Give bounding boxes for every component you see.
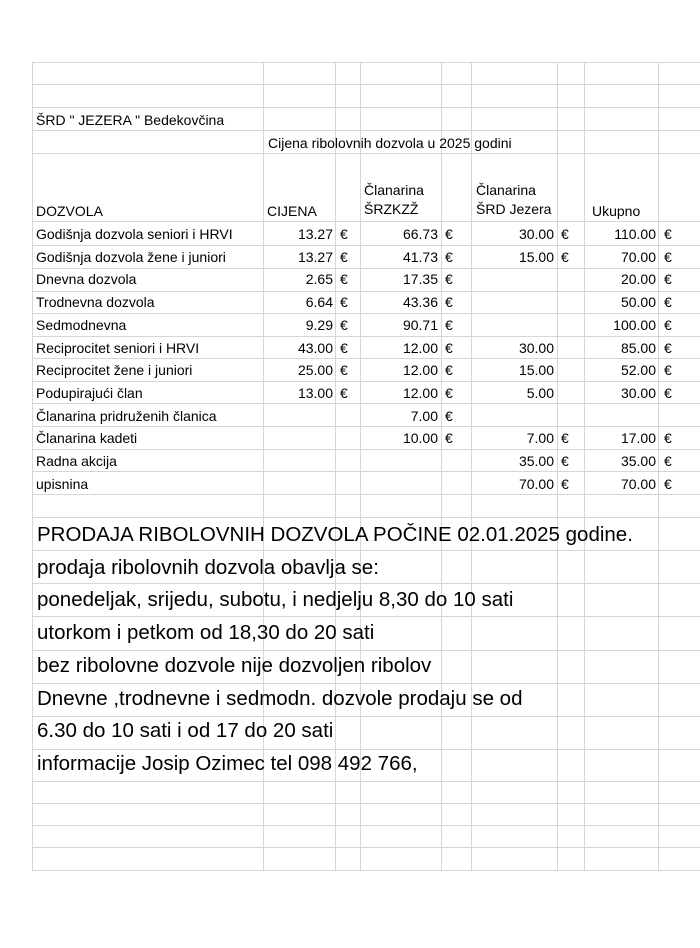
grid-row-line (32, 336, 700, 337)
cell-clanarina-srd: 7.00 (526, 430, 554, 447)
cell-dozvola: Godišnja dozvola seniori i HRVI (36, 226, 233, 242)
cell-cijena-euro: € (340, 271, 348, 288)
cell-cijena-euro: € (340, 226, 348, 242)
header-dozvola: DOZVOLA (36, 203, 103, 219)
header-clanarina-srzkz-line2: ŠRZKZŽ (364, 201, 419, 217)
grid-row-line (32, 471, 700, 472)
note-line: bez ribolovne dozvole nije dozvoljen ribolov (37, 653, 432, 677)
cell-ukupno: 85.00 (620, 339, 656, 356)
header-clanarina-srd-line1: Članarina (476, 182, 536, 198)
grid-row-line (32, 107, 700, 108)
cell-cijena: 6.64 (305, 294, 333, 311)
grid-row-line (32, 381, 700, 382)
cell-cijena-euro: € (340, 339, 348, 356)
grid-row-line (32, 749, 700, 750)
grid-row-line (32, 847, 700, 848)
grid-row-line (32, 781, 700, 782)
grid-row-line (32, 716, 700, 717)
cell-dozvola: Sedmodnevna (36, 316, 127, 333)
cell-clanarina-srd: 15.00 (518, 248, 554, 265)
cell-clanarina-srzkz: 17.35 (402, 271, 438, 288)
grid-row-line (32, 583, 700, 584)
cell-srzkz-euro: € (445, 248, 453, 265)
grid-row-line (32, 494, 700, 495)
grid-row-line (32, 803, 700, 804)
cell-cijena-euro: € (340, 384, 348, 401)
cell-cijena: 13.00 (297, 384, 333, 401)
note-line: prodaja ribolovnih dozvola obavlja se: (37, 555, 379, 579)
cell-clanarina-srzkz: 41.73 (402, 248, 438, 265)
cell-ukupno-euro: € (664, 316, 672, 333)
cell-srzkz-euro: € (445, 294, 453, 311)
cell-dozvola: Članarina pridruženih članica (36, 407, 217, 424)
cell-srzkz-euro: € (445, 430, 453, 447)
grid-row-line (32, 358, 700, 359)
note-line: 6.30 do 10 sati i od 17 do 20 sati (37, 719, 334, 743)
cell-srzkz-euro: € (445, 316, 453, 333)
cell-ukupno: 52.00 (620, 362, 656, 379)
cell-clanarina-srd: 30.00 (518, 339, 554, 356)
grid-row-line (32, 517, 700, 518)
cell-ukupno: 100.00 (613, 316, 656, 333)
cell-ukupno: 35.00 (620, 453, 656, 469)
cell-dozvola: Reciprocitet žene i juniori (36, 362, 193, 379)
cell-ukupno-euro: € (664, 294, 672, 311)
cell-ukupno-euro: € (664, 475, 672, 492)
cell-srd-euro: € (561, 430, 569, 447)
cell-ukupno: 70.00 (620, 248, 656, 265)
cell-ukupno: 20.00 (620, 271, 656, 288)
cell-clanarina-srd: 35.00 (518, 453, 554, 469)
grid-row-line (32, 650, 700, 651)
grid-row-line (32, 130, 700, 131)
grid-row-line (32, 313, 700, 314)
cell-srd-euro: € (561, 453, 569, 469)
cell-ukupno-euro: € (664, 226, 672, 242)
grid-row-line (32, 221, 700, 222)
cell-srzkz-euro: € (445, 407, 453, 424)
cell-srd-euro: € (561, 475, 569, 492)
cell-dozvola: Godišnja dozvola žene i juniori (36, 248, 226, 265)
cell-srzkz-euro: € (445, 271, 453, 288)
cell-dozvola: upisnina (36, 475, 89, 492)
cell-ukupno: 70.00 (620, 475, 656, 492)
grid-row-line (32, 153, 700, 154)
cell-dozvola: Podupirajući član (36, 384, 143, 401)
cell-dozvola: Članarina kadeti (36, 430, 138, 447)
cell-srzkz-euro: € (445, 226, 453, 242)
cell-cijena-euro: € (340, 294, 348, 311)
cell-dozvola: Dnevna dozvola (36, 271, 137, 288)
cell-dozvola: Trodnevna dozvola (36, 294, 155, 311)
cell-srzkz-euro: € (445, 384, 453, 401)
cell-ukupno: 30.00 (620, 384, 656, 401)
grid-row-line (32, 268, 700, 269)
grid-row-line (32, 825, 700, 826)
cell-ukupno-euro: € (664, 430, 672, 447)
cell-srzkz-euro: € (445, 339, 453, 356)
cell-cijena: 13.27 (297, 226, 333, 242)
cell-clanarina-srzkz: 12.00 (402, 384, 438, 401)
grid-row-line (32, 449, 700, 450)
note-line: Dnevne ,trodnevne i sedmodn. dozvole prodaju se od (37, 686, 523, 710)
cell-cijena: 43.00 (297, 339, 333, 356)
note-line: utorkom i petkom od 18,30 do 20 sati (37, 621, 375, 645)
cell-ukupno: 110.00 (614, 226, 656, 242)
cell-clanarina-srd: 70.00 (518, 475, 554, 492)
header-clanarina-srd-line2: ŠRD Jezera (476, 201, 552, 217)
cell-dozvola: Reciprocitet seniori i HRVI (36, 339, 200, 356)
cell-cijena-euro: € (340, 316, 348, 333)
grid-row-line (32, 84, 700, 85)
cell-ukupno-euro: € (664, 453, 672, 469)
cell-cijena: 25.00 (297, 362, 333, 379)
cell-ukupno-euro: € (664, 248, 672, 265)
cell-clanarina-srd: 5.00 (526, 384, 554, 401)
cell-cijena-euro: € (340, 362, 348, 379)
grid-row-line (32, 683, 700, 684)
cell-ukupno: 17.00 (620, 430, 656, 447)
club-name: ŠRD " JEZERA " Bedekovčina (36, 112, 225, 128)
cell-clanarina-srzkz: 90.71 (402, 316, 438, 333)
cell-srd-euro: € (561, 248, 569, 265)
table-title: Cijena ribolovnih dozvola u 2025 godini (268, 135, 512, 151)
cell-cijena: 2.65 (305, 271, 333, 288)
cell-clanarina-srd: 15.00 (518, 362, 554, 379)
cell-clanarina-srzkz: 12.00 (402, 339, 438, 356)
grid-row-line (32, 245, 700, 246)
cell-ukupno: 50.00 (620, 294, 656, 311)
cell-cijena-euro: € (340, 248, 348, 265)
cell-clanarina-srzkz: 66.73 (402, 226, 438, 242)
grid-row-line (32, 870, 700, 871)
cell-ukupno-euro: € (664, 271, 672, 288)
cell-dozvola: Radna akcija (36, 453, 117, 469)
cell-ukupno-euro: € (664, 384, 672, 401)
cell-srzkz-euro: € (445, 362, 453, 379)
note-line: PRODAJA RIBOLOVNIH DOZVOLA POČINE 02.01.2025 godine. (37, 523, 633, 546)
cell-cijena: 9.29 (305, 316, 333, 333)
note-line: informacije Josip Ozimec tel 098 492 766, (37, 751, 418, 775)
header-clanarina-srzkz-line1: Članarina (364, 182, 424, 198)
cell-clanarina-srzkz: 12.00 (402, 362, 438, 379)
cell-ukupno-euro: € (664, 362, 672, 379)
grid-row-line (32, 403, 700, 404)
cell-clanarina-srzkz: 43.36 (402, 294, 438, 311)
grid-row-line (32, 550, 700, 551)
header-cijena: CIJENA (267, 203, 317, 219)
cell-clanarina-srzkz: 10.00 (402, 430, 438, 447)
cell-ukupno-euro: € (664, 339, 672, 356)
cell-clanarina-srd: 30.00 (518, 226, 554, 242)
note-line: ponedeljak, srijedu, subotu, i nedjelju 8,30 do 10 sati (37, 588, 514, 612)
grid-row-line (32, 426, 700, 427)
cell-srd-euro: € (561, 226, 569, 242)
grid-row-line (32, 62, 700, 63)
cell-cijena: 13.27 (297, 248, 333, 265)
header-ukupno: Ukupno (592, 203, 641, 219)
grid-row-line (32, 291, 700, 292)
cell-clanarina-srzkz: 7.00 (410, 407, 438, 424)
grid-row-line (32, 616, 700, 617)
